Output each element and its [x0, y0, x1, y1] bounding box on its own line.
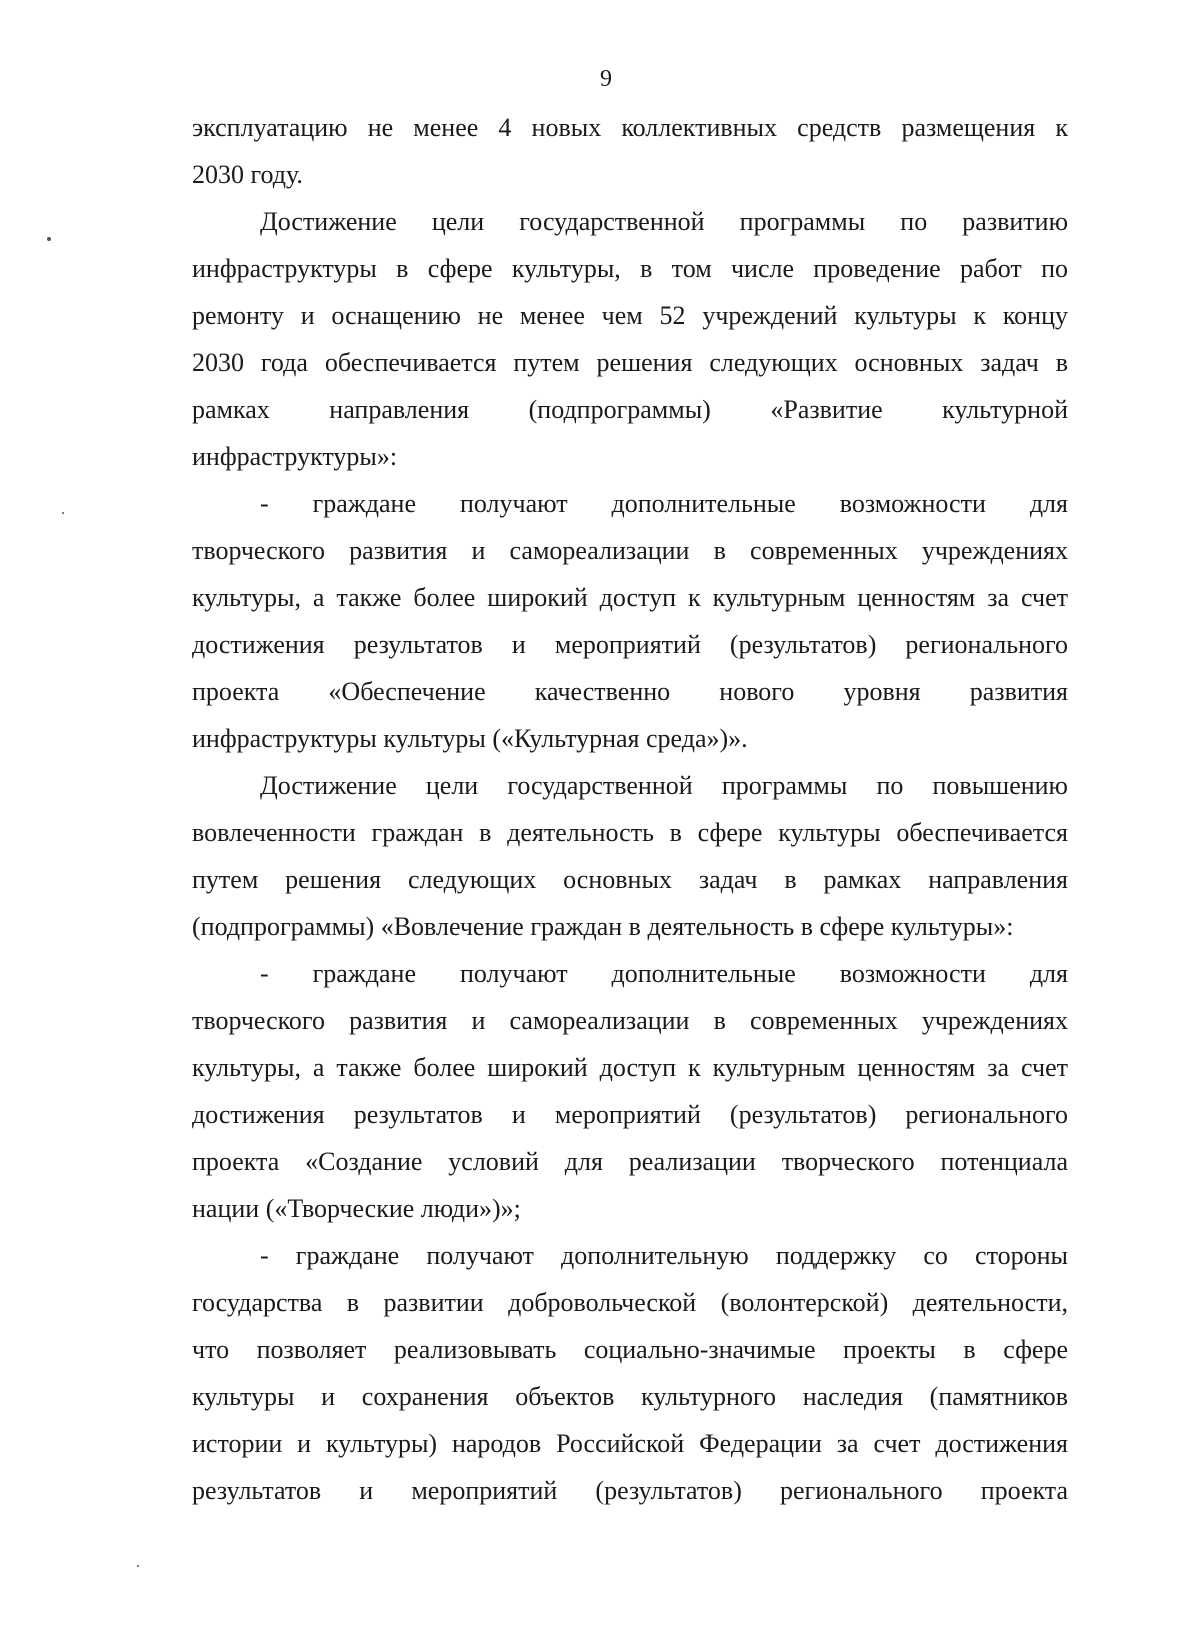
text-line: 2030 году. [192, 160, 303, 189]
scan-speck [62, 512, 64, 514]
text-line: проекта «Обеспечение качественно нового уровня развития [192, 677, 1068, 706]
text-line: ремонту и оснащению не менее чем 52 учреждений культуры к концу [192, 301, 1068, 330]
text-line: достижения результатов и мероприятий (результатов) регионального [192, 1100, 1068, 1129]
text-line: (подпрограммы) «Вовлечение граждан в деятельность в сфере культуры»: [192, 912, 1014, 941]
text-line: творческого развития и самореализации в современных учреждениях [192, 1006, 1068, 1035]
text-line: Достижение цели государственной программы по развитию [260, 207, 1068, 236]
text-line: инфраструктуры в сфере культуры, в том числе проведение работ по [192, 254, 1068, 283]
text-line: рамках направления (подпрограммы) «Развитие культурной [192, 395, 1068, 424]
text-line: что позволяет реализовывать социально-значимые проекты в сфере [192, 1335, 1068, 1364]
text-line: инфраструктуры культуры («Культурная среда»)». [192, 724, 748, 753]
scan-speck [47, 237, 51, 241]
text-line: государства в развитии добровольческой (волонтерской) деятельности, [192, 1288, 1068, 1317]
text-line: инфраструктуры»: [192, 442, 398, 471]
text-line: Достижение цели государственной программы по повышению [260, 771, 1068, 800]
text-line: нации («Творческие люди»)»; [192, 1194, 521, 1223]
document-body [192, 104, 1068, 1514]
text-line: - граждане получают дополнительные возможности для [260, 959, 1068, 988]
text-line: проекта «Создание условий для реализации творческого потенциала [192, 1147, 1068, 1176]
text-line: вовлеченности граждан в деятельность в сфере культуры обеспечивается [192, 818, 1068, 847]
text-line: культуры, а также более широкий доступ к культурным ценностям за счет [192, 1053, 1068, 1082]
text-line: - граждане получают дополнительную поддержку со стороны [260, 1241, 1068, 1270]
text-line: - граждане получают дополнительные возможности для [260, 489, 1068, 518]
text-line: результатов и мероприятий (результатов) регионального проекта [192, 1476, 1068, 1505]
text-line: культуры и сохранения объектов культурного наследия (памятников [192, 1382, 1068, 1411]
text-line: творческого развития и самореализации в современных учреждениях [192, 536, 1068, 565]
text-line: культуры, а также более широкий доступ к культурным ценностям за счет [192, 583, 1068, 612]
text-line: путем решения следующих основных задач в рамках направления [192, 865, 1068, 894]
scan-speck [137, 1565, 139, 1567]
text-line: истории и культуры) народов Российской Федерации за счет достижения [192, 1429, 1068, 1458]
text-line: достижения результатов и мероприятий (результатов) регионального [192, 630, 1068, 659]
page-number: 9 [600, 66, 612, 92]
text-line: эксплуатацию не менее 4 новых коллективных средств размещения к [192, 113, 1068, 142]
text-line: 2030 года обеспечивается путем решения следующих основных задач в [192, 348, 1068, 377]
